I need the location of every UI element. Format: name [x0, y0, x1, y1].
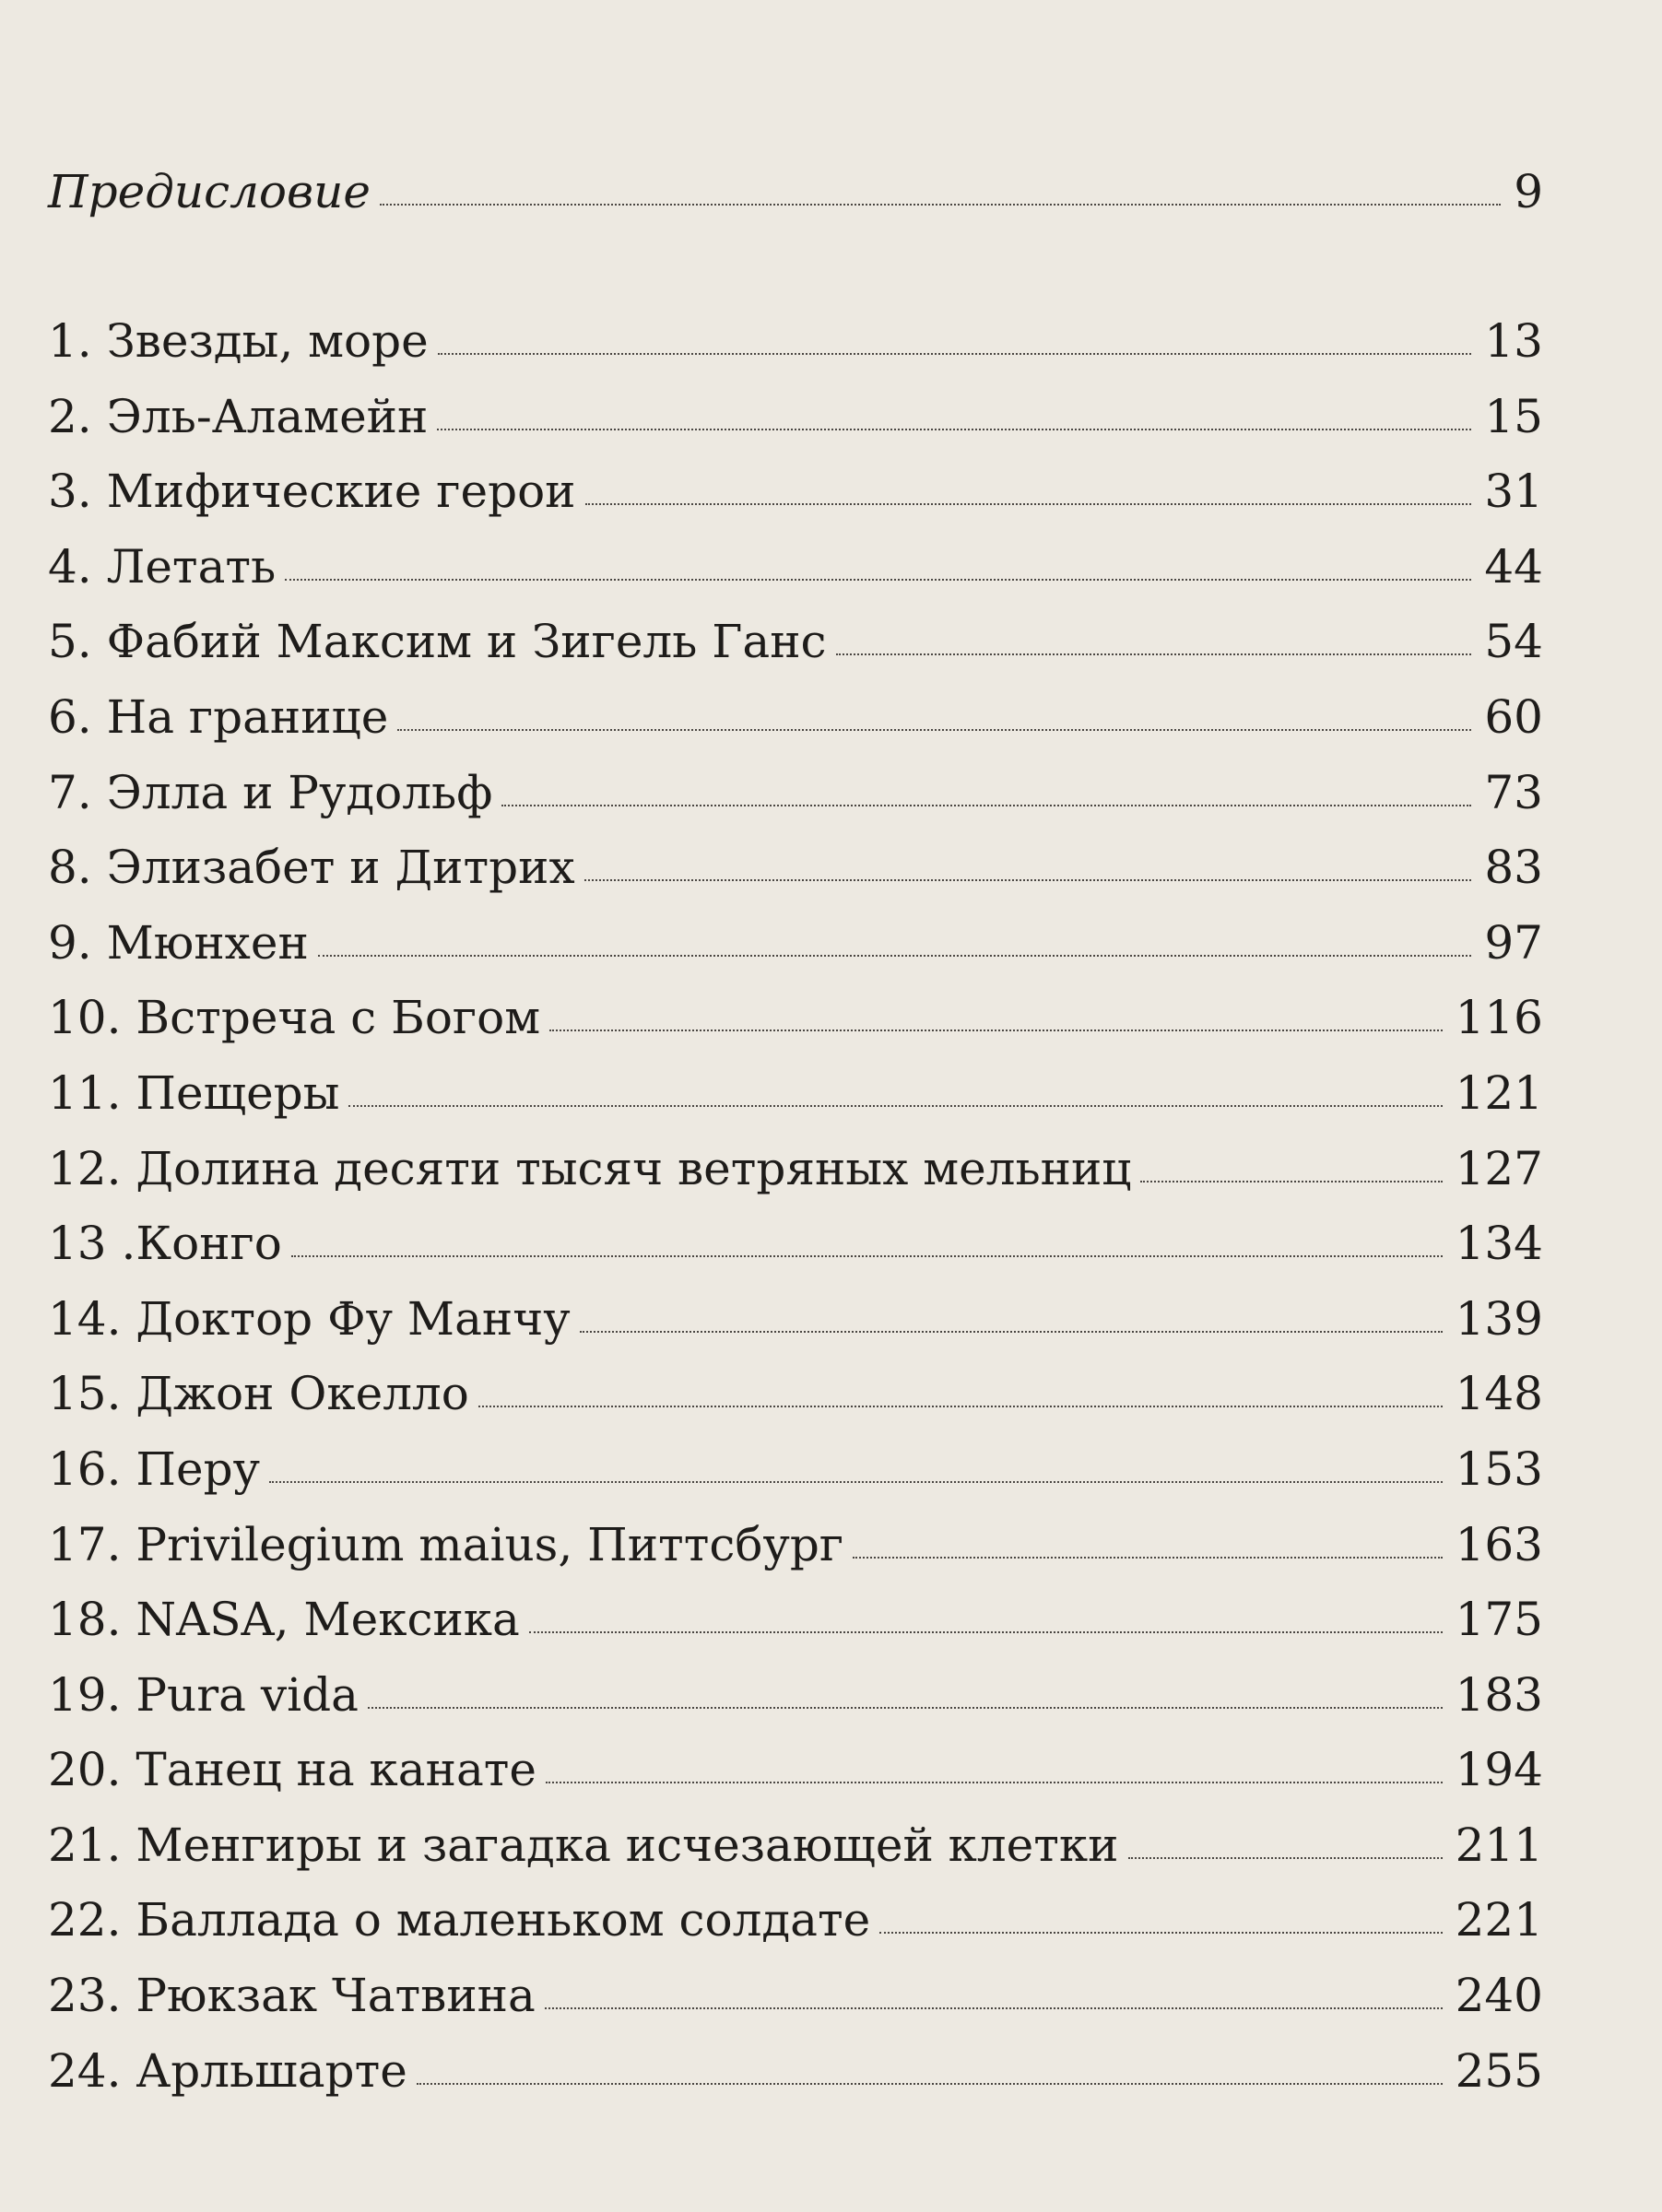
toc-entry-title: 22. Баллада о маленьком солдате: [48, 1893, 871, 1947]
dot-leader: [368, 1707, 1443, 1709]
toc-entry-title: 24. Арльшарте: [48, 2043, 407, 2098]
toc-entry-page: 116: [1455, 991, 1543, 1045]
toc-entry: [48, 1583, 1543, 1658]
toc-entry-page: 175: [1455, 1593, 1543, 1647]
dot-leader: [438, 353, 1472, 355]
toc-entry-page: 194: [1455, 1743, 1543, 1797]
toc-entry: [48, 1056, 1543, 1132]
toc-entry-title: 18. NASA, Мексика: [48, 1593, 520, 1647]
toc-entry-title: 16. Перу: [48, 1441, 261, 1496]
toc-entry-page: 13: [1484, 314, 1543, 368]
toc-entry-title: 3. Мифические герои: [48, 465, 576, 519]
dot-leader: [580, 1331, 1443, 1333]
toc-entry-page: 60: [1484, 689, 1543, 744]
toc-entry: [48, 981, 1543, 1056]
toc-entry: [48, 530, 1543, 606]
toc-entry: [48, 1883, 1543, 1959]
toc-entry-title: 19. Pura vida: [48, 1667, 359, 1722]
dot-leader: [1140, 1181, 1442, 1182]
toc-entry-title: 21. Менгиры и загадка исчезающей клетки: [48, 1818, 1119, 1872]
toc-entry: [48, 605, 1543, 680]
dot-leader: [417, 2083, 1443, 2085]
toc-entry: [48, 380, 1543, 455]
toc-chapter-list: [48, 304, 1543, 2109]
toc-entry-page: 153: [1455, 1441, 1543, 1496]
dot-leader: [501, 805, 1471, 806]
toc-entry-page: 73: [1484, 765, 1543, 819]
toc-entry-page: 163: [1455, 1517, 1543, 1571]
toc-entry-page: 240: [1455, 1969, 1543, 2023]
toc-entry: [48, 1282, 1543, 1358]
toc-entry-page: 221: [1455, 1893, 1543, 1947]
toc-entry: [48, 1132, 1543, 1207]
toc-entry: [48, 830, 1543, 906]
toc-entry: [48, 1658, 1543, 1734]
toc-entry-page: 44: [1484, 539, 1543, 594]
toc-entry-title: 10. Встреча с Богом: [48, 991, 541, 1045]
dot-leader: [1128, 1857, 1443, 1859]
toc-entry-page: 15: [1484, 389, 1543, 443]
toc-entry-title: 15. Джон Окелло: [48, 1367, 469, 1421]
toc-entry-title: 14. Доктор Фу Манчу: [48, 1291, 571, 1346]
dot-leader: [836, 653, 1472, 655]
toc-entry-title: 11. Пещеры: [48, 1065, 340, 1120]
toc-entry: [48, 1432, 1543, 1508]
toc-entry-page: 97: [1484, 915, 1543, 970]
toc-entry-page: 54: [1484, 615, 1543, 669]
toc-entry: [48, 1959, 1543, 2034]
toc-entry-title: 1. Звезды, море: [48, 314, 429, 368]
toc-entry: [48, 756, 1543, 831]
dot-leader: [584, 879, 1472, 881]
toc-entry-title: 5. Фабий Максим и Зигель Ганс: [48, 615, 827, 669]
toc-entry-page: 9: [1514, 165, 1543, 218]
toc-entry: [48, 1808, 1543, 1884]
toc-entry-title: 23. Рюкзак Чатвина: [48, 1969, 536, 2023]
toc-entry: [48, 2034, 1543, 2110]
toc-entry-title: 7. Элла и Рудольф: [48, 765, 493, 819]
toc-entry: [48, 1206, 1543, 1282]
toc-entry: [48, 906, 1543, 982]
dot-leader: [291, 1255, 1443, 1257]
dot-leader: [585, 503, 1472, 505]
toc-entry: [48, 680, 1543, 756]
dot-leader: [437, 429, 1471, 430]
toc-entry-title: 20. Танец на канате: [48, 1743, 537, 1797]
dot-leader: [853, 1557, 1442, 1559]
toc-entry-page: 148: [1455, 1367, 1543, 1421]
toc-entry-page: 211: [1455, 1818, 1543, 1872]
toc-entry-title: 9. Мюнхен: [48, 915, 309, 970]
toc-entry-title: 12. Долина десяти тысяч ветряных мельниц: [48, 1141, 1132, 1195]
dot-leader: [285, 579, 1471, 581]
toc-entry-preface: [48, 155, 1543, 230]
toc-entry-page: 31: [1484, 465, 1543, 519]
toc-entry-page: 139: [1455, 1291, 1543, 1346]
dot-leader: [348, 1105, 1442, 1107]
toc-entry-title: Предисловие: [48, 165, 371, 218]
toc-entry-page: 121: [1455, 1065, 1543, 1120]
toc-entry-page: 127: [1455, 1141, 1543, 1195]
toc-entry: [48, 304, 1543, 380]
dot-leader: [478, 1406, 1443, 1407]
toc-entry-title: 6. На границе: [48, 689, 389, 744]
dot-leader: [318, 955, 1472, 957]
toc-entry-title: 2. Эль-Аламейн: [48, 389, 429, 443]
toc-entry-title: 8. Элизабет и Дитрих: [48, 841, 575, 895]
dot-leader: [397, 729, 1471, 731]
dot-leader: [380, 204, 1501, 206]
dot-leader: [545, 2007, 1443, 2009]
toc-entry-page: 183: [1455, 1667, 1543, 1722]
dot-leader: [546, 1782, 1443, 1783]
toc-entry-page: 255: [1455, 2043, 1543, 2098]
toc-entry-title: 13 .Конго: [48, 1217, 282, 1271]
toc-entry: [48, 1508, 1543, 1583]
dot-leader: [269, 1481, 1443, 1483]
dot-leader: [549, 1030, 1442, 1031]
dot-leader: [529, 1631, 1443, 1633]
toc-entry-page: 83: [1484, 841, 1543, 895]
toc-entry: [48, 454, 1543, 530]
toc-entry-page: 134: [1455, 1217, 1543, 1271]
toc-entry-title: 17. Privilegium maius, Питтсбург: [48, 1517, 844, 1571]
toc-entry: [48, 1357, 1543, 1432]
dot-leader: [879, 1932, 1442, 1934]
toc-preface: [48, 155, 1543, 230]
toc-entry-title: 4. Летать: [48, 539, 277, 594]
toc-entry: [48, 1733, 1543, 1808]
